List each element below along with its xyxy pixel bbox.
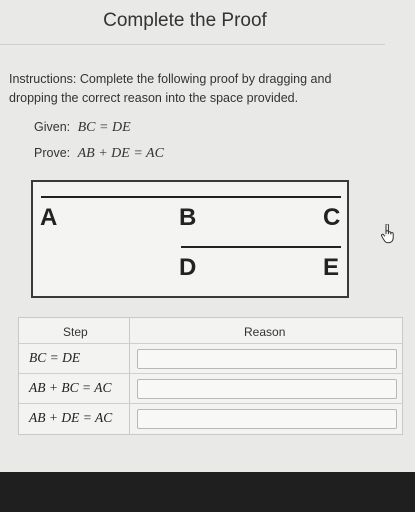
point-d-label: D [179,254,197,281]
column-divider [129,318,130,434]
header-divider [19,343,402,344]
step-1: BC = DE [29,350,81,365]
row-divider [19,373,402,374]
title-divider [0,44,385,45]
prove-math: AB + DE = AC [77,146,164,161]
page-title: Complete the Proof [103,10,267,31]
point-c-label: C [323,204,341,231]
row-divider [19,403,402,404]
reason-drop-zone-3[interactable] [137,409,397,429]
step-2: AB + BC = AC [29,380,112,395]
instructions-text: Instructions: Complete the following proof by dragging and dropping the correct reason into the space provided. [9,72,332,105]
step-column-header: Step [63,325,88,339]
given-math: BC = DE [77,120,131,135]
prove-statement [34,146,164,162]
proof-table [18,317,403,435]
step-3: AB + DE = AC [29,410,113,425]
reason-column-header: Reason [244,325,286,339]
segment-diagram [31,180,349,298]
given-statement [34,120,131,136]
point-e-label: E [323,254,340,281]
given-label: Given: [34,120,71,134]
hand-pointer-icon [380,224,396,244]
prove-label: Prove: [34,146,71,160]
point-b-label: B [179,204,197,231]
point-a-label: A [40,204,58,231]
reason-drop-zone-1[interactable] [137,349,397,369]
segment-ac [41,196,341,198]
segment-de [181,246,341,248]
bottom-bar [0,472,415,512]
reason-drop-zone-2[interactable] [137,379,397,399]
